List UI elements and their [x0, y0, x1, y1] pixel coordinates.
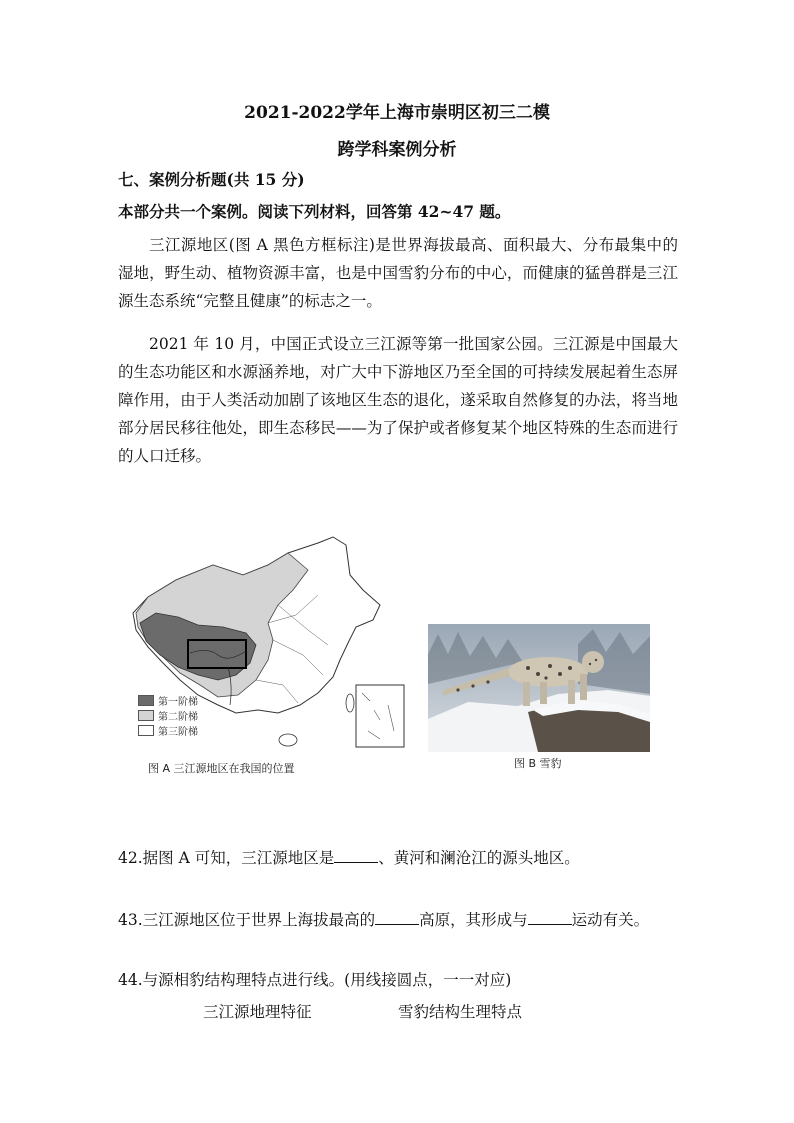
figure-b-photo: [428, 624, 650, 784]
section-instruction: 本部分共一个案例。阅读下列材料，回答第 42~47 题。: [118, 202, 511, 221]
hainan-island: [279, 734, 297, 746]
legend-item: [138, 708, 198, 723]
question-43-text-after: 运动有关。: [571, 911, 650, 929]
figure-a-map: [118, 535, 418, 780]
question-42: [118, 846, 580, 868]
question-43-text-middle: 高原，其形成与: [419, 911, 528, 929]
map-legend: [138, 693, 198, 738]
question-43-text-before: 43.三江源地区位于世界上海拔最高的: [118, 911, 376, 929]
question-43: [118, 908, 649, 930]
paragraph-2: 2021 年 10 月，中国正式设立三江源等第一批国家公园。三江源是中国最大的生态功能区和水源涵养地，对广大中下游地区乃至全国的可持续发展起着生态屏障作用，由于人类活动加剧了该地区生态的退化，遂采取自然修复的办法，将当地部分居民移往他处，即生态移民——为了保护或者修复某个地区特殊的生态而进行的人口迁移。: [118, 335, 678, 465]
section-heading: 七、案例分析题(共 15 分): [118, 170, 305, 189]
matching-right-header: 雪豹结构生理特点: [398, 1003, 523, 1021]
paragraph-1: 三江源地区(图 A 黑色方框标注)是世界海拔最高、面积最大、分布最集中的湿地，野生动、植物资源丰富，也是中国雪豹分布的中心，而健康的猛兽群是三江源生态系统“完整且健康”的标志之一。: [118, 236, 678, 310]
question-42-text-before: 42.据图 A 可知，三江源地区是: [118, 849, 335, 867]
legend-item: [138, 693, 198, 708]
question-44: 44.与源相豹结构理特点进行线。(用线接圆点，一一对应): [118, 971, 512, 989]
legend-label: 第一阶梯: [158, 697, 198, 708]
legend-swatch: [138, 725, 154, 736]
answer-blank[interactable]: [334, 848, 378, 863]
legend-label: 第三阶梯: [158, 727, 198, 738]
matching-left-header: 三江源地理特征: [203, 1003, 312, 1021]
document-title: 2021-2022学年上海市崇明区初三二模: [244, 103, 550, 123]
answer-blank[interactable]: [375, 910, 419, 925]
figure-b-caption: 图 B 雪豹: [514, 757, 562, 770]
answer-blank[interactable]: [528, 910, 572, 925]
legend-item: [138, 723, 198, 738]
snow-leopard-photo: [428, 624, 650, 752]
question-42-text-after: 、黄河和澜沧江的源头地区。: [378, 849, 580, 867]
document-subtitle: 跨学科案例分析: [337, 140, 457, 160]
legend-label: 第二阶梯: [158, 712, 198, 723]
legend-swatch: [138, 710, 154, 721]
legend-swatch: [138, 695, 154, 706]
figure-a-caption: 图 A 三江源地区在我国的位置: [148, 762, 295, 775]
taiwan-island: [346, 694, 354, 712]
